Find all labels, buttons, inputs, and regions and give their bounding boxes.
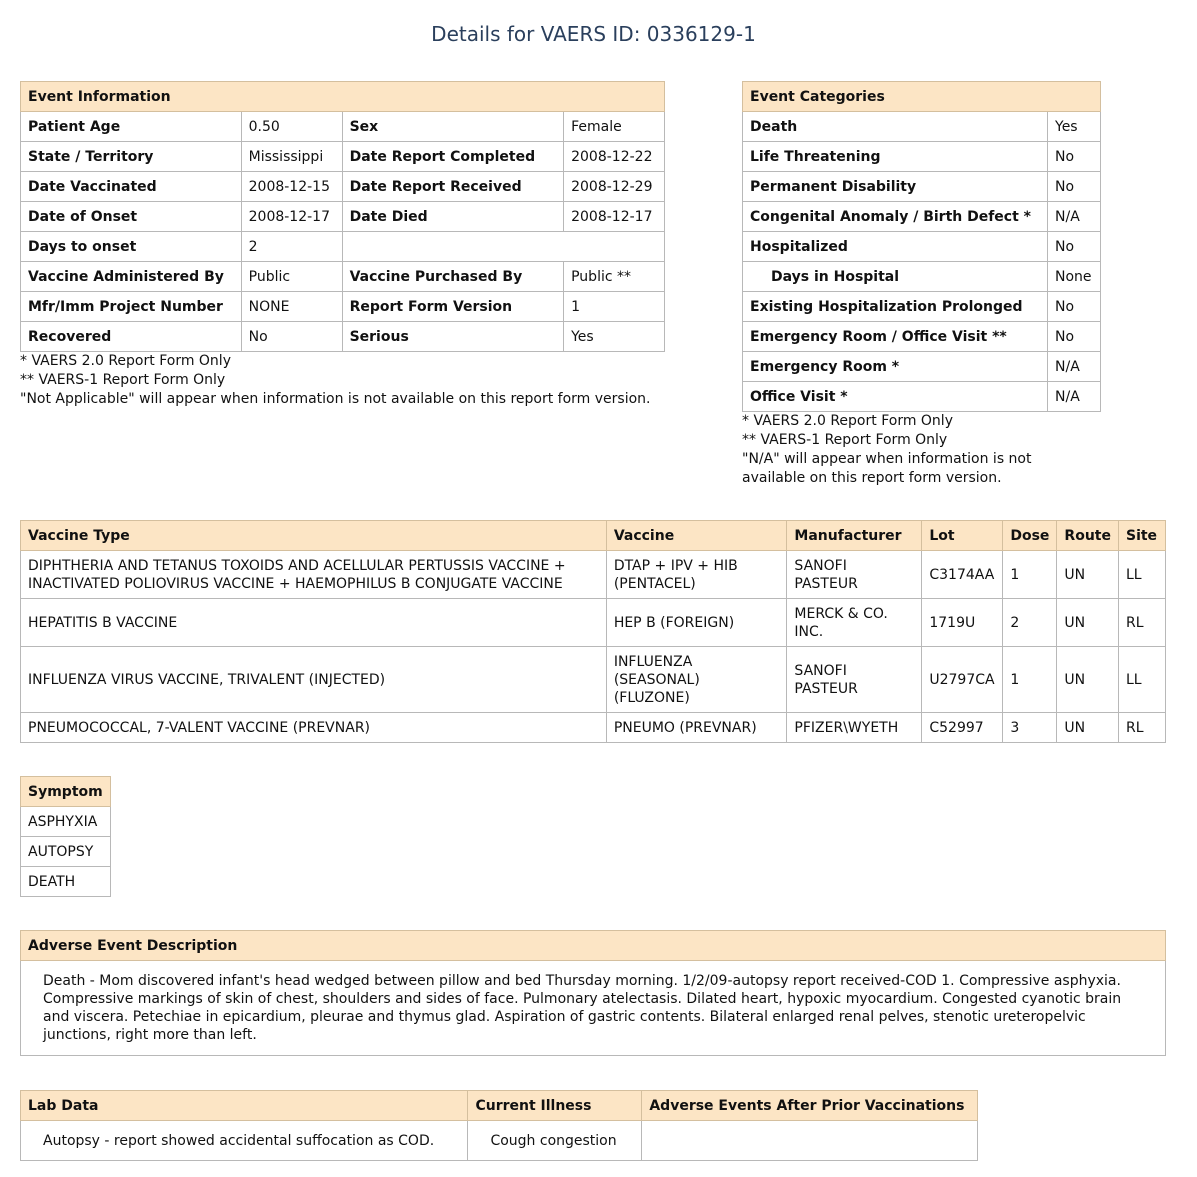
field-label: Mfr/Imm Project Number [21, 292, 242, 322]
category-value: No [1048, 172, 1101, 202]
event-categories-header: Event Categories [743, 82, 1101, 112]
category-value: None [1048, 262, 1101, 292]
field-value: No [241, 322, 342, 352]
prior-vaccinations-header: Adverse Events After Prior Vaccinations [642, 1091, 978, 1121]
table-row [21, 551, 1166, 599]
category-value: No [1048, 142, 1101, 172]
event-information-header: Event Information [21, 82, 665, 112]
table-row [743, 322, 1101, 352]
category-value: N/A [1048, 202, 1101, 232]
table-row [21, 142, 665, 172]
field-label: Days to onset [21, 232, 242, 262]
field-value: Female [564, 112, 665, 142]
adverse-event-header: Adverse Event Description [21, 931, 1166, 961]
category-label: Existing Hospitalization Prolonged [743, 292, 1048, 322]
lab-data-value: Autopsy - report showed accidental suffocation as COD. [21, 1121, 468, 1161]
route-cell: UN [1057, 647, 1119, 713]
footnote: * VAERS 2.0 Report Form Only [742, 413, 953, 429]
column-header-lot: Lot [922, 521, 1003, 551]
vaccine-cell: PNEUMO (PREVNAR) [606, 713, 787, 743]
field-label: Serious [342, 322, 564, 352]
site-cell: LL [1118, 551, 1165, 599]
category-label: Permanent Disability [743, 172, 1048, 202]
table-row [21, 322, 665, 352]
footnote: "Not Applicable" will appear when information is not available on this report form version. [20, 391, 651, 407]
column-header-vaccine: Vaccine [606, 521, 787, 551]
footnote: available on this report form version. [742, 470, 1002, 486]
field-value: 2008-12-29 [564, 172, 665, 202]
dose-cell: 3 [1003, 713, 1057, 743]
site-cell: RL [1118, 599, 1165, 647]
manufacturer-cell: PFIZER\WYETH [787, 713, 922, 743]
field-value: NONE [241, 292, 342, 322]
symptom-table [20, 776, 111, 897]
vaccine-table [20, 520, 1166, 743]
event-categories-table [742, 81, 1101, 412]
table-row [21, 202, 665, 232]
table-row [743, 202, 1101, 232]
category-label: Office Visit * [743, 382, 1048, 412]
lab-data-header: Lab Data [21, 1091, 468, 1121]
dose-cell: 1 [1003, 551, 1057, 599]
table-row [21, 232, 665, 262]
field-value: 2008-12-17 [564, 202, 665, 232]
table-row [21, 867, 111, 897]
column-header-route: Route [1057, 521, 1119, 551]
symptom-item: AUTOPSY [21, 837, 111, 867]
vaccine-type-cell: HEPATITIS B VACCINE [21, 599, 607, 647]
lot-cell: 1719U [922, 599, 1003, 647]
vaccine-cell: HEP B (FOREIGN) [606, 599, 787, 647]
page-title: Details for VAERS ID: 0336129-1 [431, 22, 756, 46]
table-row [743, 142, 1101, 172]
field-label: Patient Age [21, 112, 242, 142]
manufacturer-cell: MERCK & CO. INC. [787, 599, 922, 647]
category-label: Life Threatening [743, 142, 1048, 172]
dose-cell: 2 [1003, 599, 1057, 647]
event-information-notes [20, 352, 651, 409]
field-value: 2008-12-17 [241, 202, 342, 232]
field-label: Date Report Received [342, 172, 564, 202]
field-label: Report Form Version [342, 292, 564, 322]
column-header-dose: Dose [1003, 521, 1057, 551]
field-value: 2 [241, 232, 342, 262]
field-label: Date Report Completed [342, 142, 564, 172]
field-value: Public [241, 262, 342, 292]
field-value: Yes [564, 322, 665, 352]
dose-cell: 1 [1003, 647, 1057, 713]
category-value: N/A [1048, 382, 1101, 412]
category-label: Emergency Room * [743, 352, 1048, 382]
table-row [743, 262, 1101, 292]
column-header-manufacturer: Manufacturer [787, 521, 922, 551]
field-value: 0.50 [241, 112, 342, 142]
field-value: Mississippi [241, 142, 342, 172]
category-value: No [1048, 322, 1101, 352]
table-row [743, 172, 1101, 202]
category-value: Yes [1048, 112, 1101, 142]
table-row [21, 1121, 978, 1161]
table-row [21, 713, 1166, 743]
table-row [743, 292, 1101, 322]
footnote: ** VAERS-1 Report Form Only [20, 372, 226, 388]
table-row [21, 599, 1166, 647]
footnote: ** VAERS-1 Report Form Only [742, 432, 948, 448]
column-header-site: Site [1118, 521, 1165, 551]
route-cell: UN [1057, 713, 1119, 743]
table-row [743, 112, 1101, 142]
footnote: "N/A" will appear when information is not [742, 451, 1032, 467]
symptom-item: ASPHYXIA [21, 807, 111, 837]
field-label: Sex [342, 112, 564, 142]
table-row [743, 382, 1101, 412]
field-label: Vaccine Administered By [21, 262, 242, 292]
lot-cell: U2797CA [922, 647, 1003, 713]
symptom-header: Symptom [21, 777, 111, 807]
category-label: Emergency Room / Office Visit ** [743, 322, 1048, 352]
field-value: 2008-12-22 [564, 142, 665, 172]
adverse-event-description: Death - Mom discovered infant's head wedged between pillow and bed Thursday morning. 1/2/09-autopsy report received-COD 1. Compressive asphyxia. Compressive markings of skin of chest, shoulders and sides of face. Pulmonary atelectasis. Dilated heart, hypoxic myocardium. Congested cyanotic brain and viscera. Petechiae in epicardium, pleurae and thymus glad. Aspiration of gastric contents. Bilateral enlarged renal pelves, stenotic ureteropelvic junctions, right more than left. [21, 961, 1166, 1056]
route-cell: UN [1057, 599, 1119, 647]
manufacturer-cell: SANOFI PASTEUR [787, 551, 922, 599]
field-value: 1 [564, 292, 665, 322]
current-illness-value: Cough congestion [468, 1121, 642, 1161]
table-row [743, 352, 1101, 382]
table-row [21, 292, 665, 322]
symptom-item: DEATH [21, 867, 111, 897]
table-row [21, 807, 111, 837]
lab-data-table [20, 1090, 978, 1161]
vaccine-cell: INFLUENZA (SEASONAL) (FLUZONE) [606, 647, 787, 713]
category-label: Hospitalized [743, 232, 1048, 262]
category-value: N/A [1048, 352, 1101, 382]
vaccine-type-cell: PNEUMOCOCCAL, 7-VALENT VACCINE (PREVNAR) [21, 713, 607, 743]
table-row [743, 232, 1101, 262]
field-label: Vaccine Purchased By [342, 262, 564, 292]
adverse-event-table [20, 930, 1166, 1056]
event-categories-notes [742, 412, 1032, 488]
field-value: Public ** [564, 262, 665, 292]
lot-cell: C52997 [922, 713, 1003, 743]
vaccine-type-cell: DIPHTHERIA AND TETANUS TOXOIDS AND ACELLULAR PERTUSSIS VACCINE + INACTIVATED POLIOVIRUS VACCINE + HAEMOPHILUS B CONJUGATE VACCINE [21, 551, 607, 599]
table-row [21, 837, 111, 867]
category-label: Days in Hospital [743, 262, 1048, 292]
table-row [21, 262, 665, 292]
field-label: Date Died [342, 202, 564, 232]
field-value: 2008-12-15 [241, 172, 342, 202]
current-illness-header: Current Illness [468, 1091, 642, 1121]
route-cell: UN [1057, 551, 1119, 599]
table-row [21, 172, 665, 202]
table-row [21, 112, 665, 142]
site-cell: LL [1118, 647, 1165, 713]
category-label: Congenital Anomaly / Birth Defect * [743, 202, 1048, 232]
category-value: No [1048, 292, 1101, 322]
manufacturer-cell: SANOFI PASTEUR [787, 647, 922, 713]
vaccine-type-cell: INFLUENZA VIRUS VACCINE, TRIVALENT (INJECTED) [21, 647, 607, 713]
field-label: Date Vaccinated [21, 172, 242, 202]
lot-cell: C3174AA [922, 551, 1003, 599]
empty-cell [342, 232, 664, 262]
vaccine-cell: DTAP + IPV + HIB (PENTACEL) [606, 551, 787, 599]
prior-vaccinations-value [642, 1121, 978, 1161]
field-label: Date of Onset [21, 202, 242, 232]
table-row [21, 647, 1166, 713]
category-label: Death [743, 112, 1048, 142]
column-header-vaccine-type: Vaccine Type [21, 521, 607, 551]
site-cell: RL [1118, 713, 1165, 743]
field-label: Recovered [21, 322, 242, 352]
footnote: * VAERS 2.0 Report Form Only [20, 353, 231, 369]
event-information-table [20, 81, 665, 352]
category-value: No [1048, 232, 1101, 262]
field-label: State / Territory [21, 142, 242, 172]
